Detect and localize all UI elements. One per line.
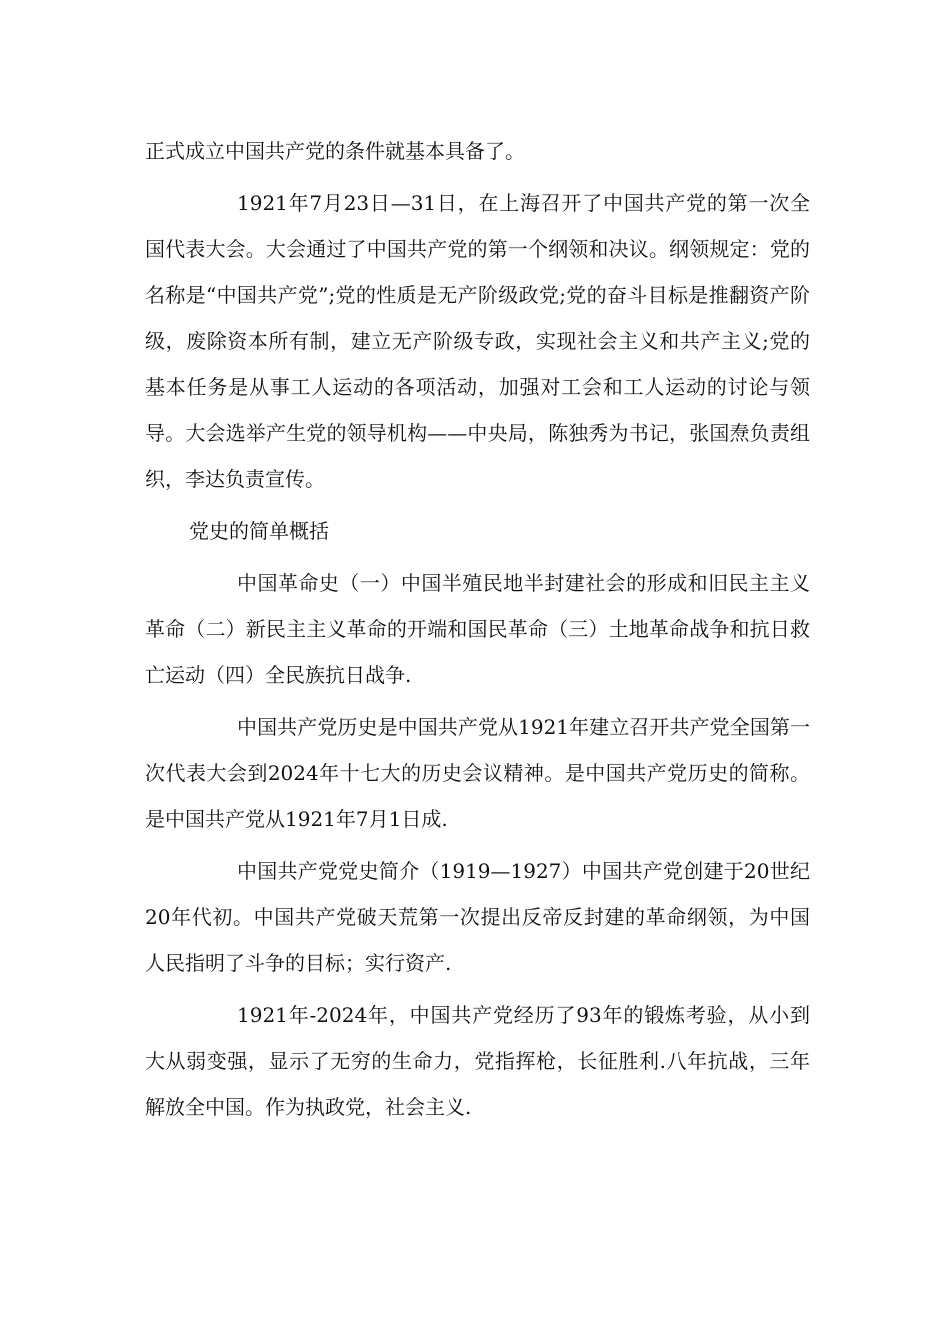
- section-heading: 党史的简单概括: [189, 519, 329, 543]
- paragraph-revolution-history: 中国革命史（一）中国半殖民地半封建社会的形成和旧民主主义革命（二）新民主主义革命的开端和国民革命（三）土地革命战争和抗日救亡运动（四）全民族抗日战争.: [145, 571, 810, 687]
- paragraph-continuation: 正式成立中国共产党的条件就基本具备了。: [145, 139, 525, 163]
- paragraph-first-congress: 1921年7月23日—31日，在上海召开了中国共产党的第一次全国代表大会。大会通过了中国共产党的第一个纲领和决议。纲领规定：党的名称是“中国共产党”;党的性质是无产阶级政党;党的奋斗目标是推翻资产阶级，废除资本所有制，建立无产阶级专政，实现社会主义和共产主义;党的基本任务是从事工人运动的各项活动，加强对工会和工人运动的讨论与领导。大会选举产生党的领导机构——中央局，陈独秀为书记，张国焘负责组织，李达负责宣传。: [145, 191, 810, 491]
- document-body: [145, 128, 810, 1130]
- paragraph-93-years: 1921年-2024年，中国共产党经历了93年的锻炼考验，从小到大从弱变强，显示了无穷的生命力，党指挥枪，长征胜利.八年抗战，三年解放全中国。作为执政党，社会主义.: [145, 1003, 810, 1119]
- paragraph-party-brief: 中国共产党党史简介（1919—1927）中国共产党创建于20世纪20年代初。中国共产党破天荒第一次提出反帝反封建的革命纲领，为中国人民指明了斗争的目标；实行资产.: [145, 859, 810, 975]
- paragraph-party-history: 中国共产党历史是中国共产党从1921年建立召开共产党全国第一次代表大会到2024年十七大的历史会议精神。是中国共产党历史的简称。是中国共产党从1921年7月1日成.: [145, 715, 810, 831]
